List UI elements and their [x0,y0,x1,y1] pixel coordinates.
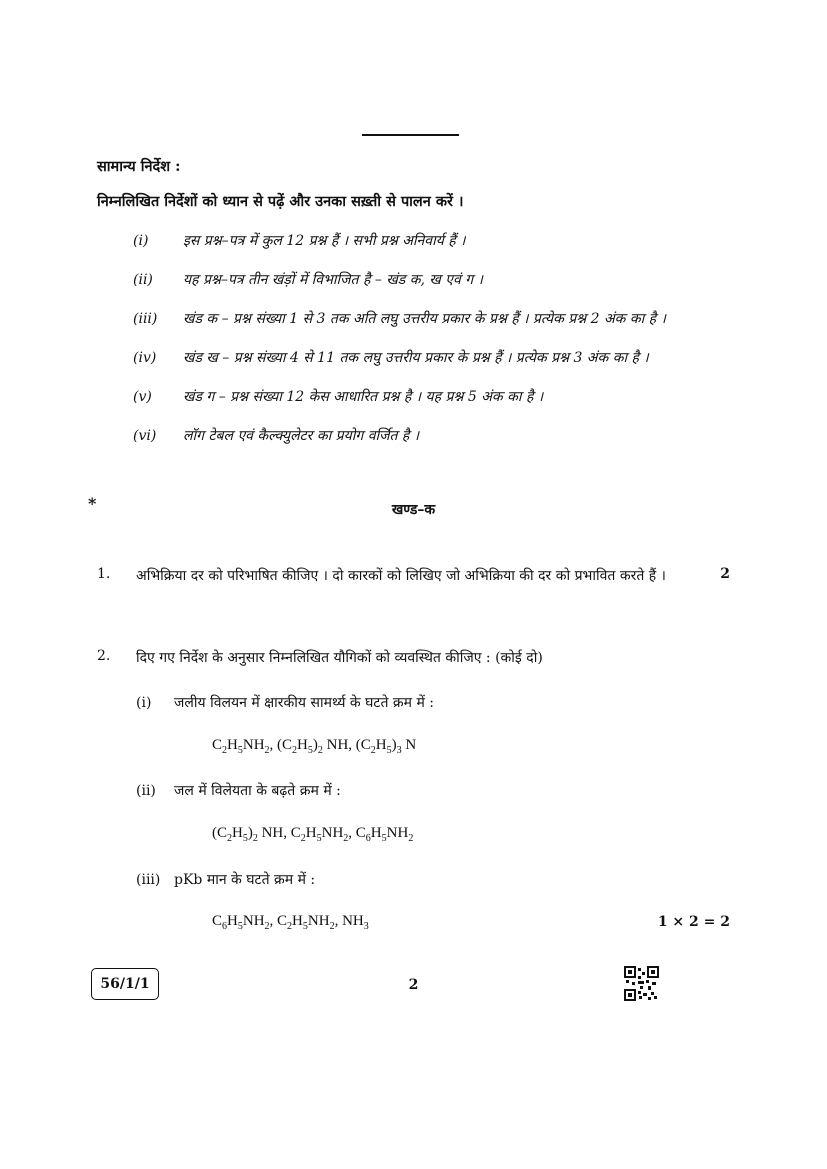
instruction-text: खंड क – प्रश्न संख्या 1 से 3 तक अति लघु उत्तरीय प्रकार के प्रश्न हैं । प्रत्येक प्रश्न 2 अंक का है । [183,311,666,327]
formula-subscript: 2 [264,921,270,932]
formula-subscript: 2 [227,833,232,844]
question-2-part [136,870,315,889]
section-title: खण्ड–क [391,502,436,518]
formula-subscript: 3 [396,745,402,756]
part-text: जलीय विलयन में क्षारकीय सामर्थ्य के घटते क्रम में : [174,695,434,711]
star-mark: * [88,494,97,513]
chemical-formula: $C_2H_5NH_2$, $(C_2H_5)_2$ NH, $(C_2H_5)_3$ N [212,737,417,756]
instruction-num: (i) [133,233,149,249]
formula-subscript: 5 [242,833,248,844]
part-num: (ii) [136,783,156,799]
question-2-text: दिए गए निर्देश के अनुसार निम्नलिखित यौगिकों को व्यवस्थित कीजिए : (कोई दो) [136,650,543,666]
formula-subscript: 2 [300,833,306,844]
formula-subscript: 2 [370,745,376,756]
formula-subscript: 5 [307,745,313,756]
instruction-num: (v) [133,389,152,405]
formula-subscript: 2 [317,745,323,756]
instruction-item [133,270,483,289]
formula-subscript: 5 [302,921,308,932]
formula-subscript: 6 [365,833,371,844]
instruction-text: लॉग टेबल एवं कैल्क्युलेटर का प्रयोग वर्जित है । [183,428,420,444]
formula-subscript: 2 [252,833,258,844]
question-1-text: अभिक्रिया दर को परिभाषित कीजिए । दो कारकों को लिखिए जो अभिक्रिया की दर को प्रभावित करते हैं । [136,568,666,584]
instruction-item [133,309,666,328]
top-rule [362,134,459,136]
instruction-item [133,231,465,250]
question-2-part [136,693,434,712]
instruction-num: (iv) [133,350,157,366]
instruction-item [133,348,649,367]
instruction-text: यह प्रश्न–पत्र तीन खंड़ों में विभाजित है – खंड क, ख एवं ग । [183,272,483,288]
instruction-item [133,387,543,406]
question-2-number: 2. [97,648,111,664]
part-text: जल में विलेयता के बढ़ते क्रम में : [174,783,341,799]
formula-subscript: 2 [264,745,270,756]
formula-subscript: 5 [237,921,243,932]
question-1-number: 1. [97,566,111,582]
paper-code-text: 56/1/1 [100,976,150,992]
page-number: 2 [408,977,419,993]
chemical-formula: $C_6H_5NH_2$, $C_2H_5NH_2$, $NH_3$ [212,913,369,932]
formula-subscript: 6 [222,921,228,932]
part-num: (i) [136,695,152,711]
part-text: pKb मान के घटते क्रम में : [174,872,316,888]
formula-subscript: 5 [386,745,392,756]
part-num: (iii) [136,872,161,888]
question-2-part [136,781,341,800]
formula-subscript: 2 [408,833,414,844]
instruction-item [133,426,419,445]
chemical-formula: $(C_2H_5)_2$ NH, $C_2H_5NH_2$, $C_6H_5NH_2$ [212,825,414,844]
instruction-text: खंड ख – प्रश्न संख्या 4 से 11 तक लघु उत्तरीय प्रकार के प्रश्न हैं । प्रत्येक प्रश्न 3 अंक का है । [183,350,649,366]
instruction-num: (iii) [133,311,158,327]
general-instructions-subheading: निम्नलिखित निर्देशों को ध्यान से पढ़ें और उनका सख़्ती से पालन करें । [97,193,464,210]
formula-subscript: 5 [316,833,322,844]
instruction-text: खंड ग – प्रश्न संख्या 12 केस आधारित प्रश्न है । यह प्रश्न 5 अंक का है । [183,389,544,405]
instruction-num: (vi) [133,428,157,444]
question-2-marks: 1 × 2 = 2 [657,914,730,930]
formula-subscript: 2 [343,833,349,844]
instruction-num: (ii) [133,272,153,288]
instruction-text: इस प्रश्न–पत्र में कुल 12 प्रश्न हैं । सभी प्रश्न अनिवार्य हैं । [183,233,466,249]
formula-subscript: 2 [287,921,293,932]
formula-subscript: 2 [222,745,228,756]
formula-subscript: 2 [292,745,298,756]
formula-subscript: 5 [381,833,387,844]
question-1-marks: 2 [720,566,730,582]
qr-code-icon [624,966,659,1001]
general-instructions-heading: सामान्य निर्देश : [97,158,181,175]
formula-subscript: 2 [329,921,335,932]
formula-subscript: 5 [237,745,243,756]
formula-subscript: 3 [363,921,369,932]
